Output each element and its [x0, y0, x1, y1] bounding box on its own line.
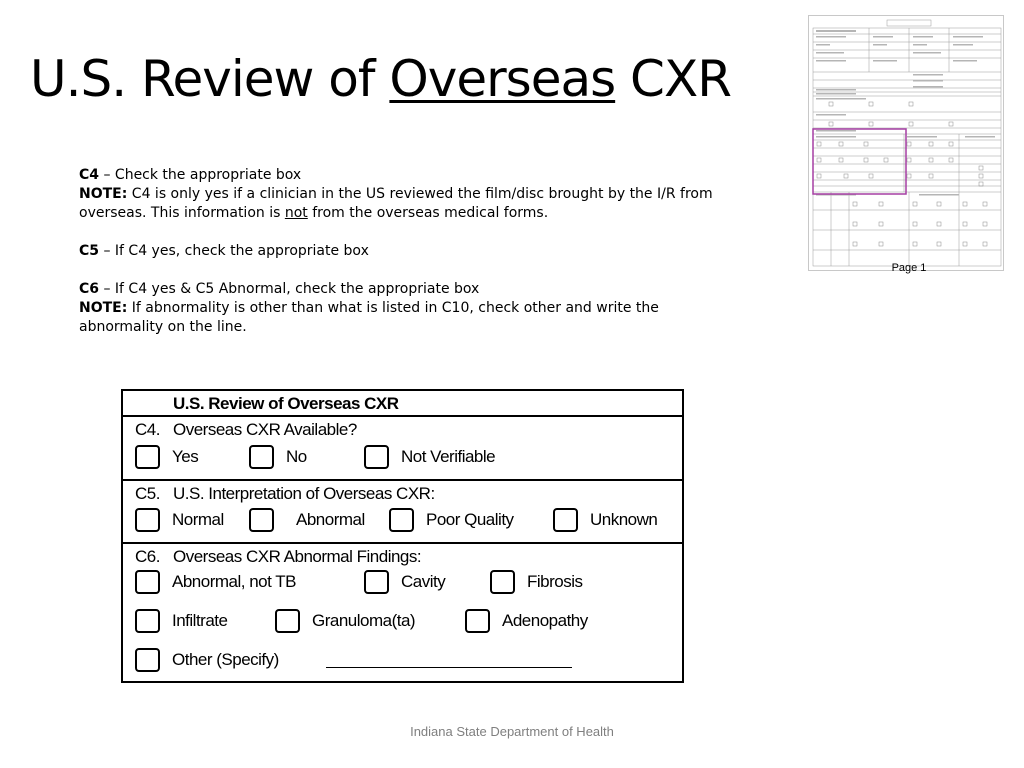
checkbox[interactable] — [135, 445, 160, 469]
title-part-2: CXR — [615, 50, 731, 108]
checkbox[interactable] — [553, 508, 578, 532]
c4-instruction — [79, 166, 739, 185]
highlight-box — [813, 129, 906, 194]
c6-code: C6 — [79, 281, 100, 297]
c5-option-abnormal[interactable] — [249, 508, 365, 532]
c4-option-no[interactable] — [249, 445, 307, 469]
section-c4 — [123, 417, 682, 481]
option-label: Fibrosis — [527, 572, 583, 591]
checkbox[interactable] — [364, 445, 389, 469]
option-label: Not Verifiable — [401, 447, 496, 466]
checkbox[interactable] — [389, 508, 414, 532]
c4-label: C4. — [135, 420, 160, 439]
instructions-block — [79, 166, 739, 337]
checkbox[interactable] — [135, 570, 160, 594]
slide-title — [30, 50, 731, 108]
c6-option-granuloma[interactable] — [275, 609, 415, 633]
note-1 — [79, 185, 739, 223]
option-label: Abnormal, not TB — [172, 572, 296, 591]
section-c6 — [123, 544, 682, 681]
note-2 — [79, 299, 739, 337]
option-label: Yes — [172, 447, 199, 466]
c6-option-abnormal-not-tb[interactable] — [135, 570, 296, 594]
checkbox[interactable] — [249, 445, 274, 469]
c5-label: C5. — [135, 484, 160, 503]
other-specify-line[interactable] — [326, 667, 572, 668]
form-header: U.S. Review of Overseas CXR — [123, 391, 682, 417]
cxr-review-form — [121, 389, 684, 683]
c6-label: C6. — [135, 547, 160, 566]
checkbox[interactable] — [135, 609, 160, 633]
note-2-label: NOTE: — [79, 300, 128, 316]
checkbox[interactable] — [465, 609, 490, 633]
c5-option-unknown[interactable] — [553, 508, 657, 532]
note-1-emphasis: not — [284, 205, 308, 221]
option-label: Poor Quality — [426, 510, 514, 529]
checkbox[interactable] — [490, 570, 515, 594]
worksheet-thumbnail — [808, 15, 1004, 271]
option-label: Adenopathy — [502, 611, 588, 630]
option-label: Other (Specify) — [172, 650, 279, 669]
checkbox[interactable] — [275, 609, 300, 633]
checkbox[interactable] — [249, 508, 274, 532]
checkbox[interactable] — [135, 508, 160, 532]
c6-instruction — [79, 280, 739, 299]
c5-code: C5 — [79, 243, 100, 259]
c5-text: – If C4 yes, check the appropriate box — [99, 243, 369, 259]
c6-option-fibrosis[interactable] — [490, 570, 583, 594]
section-c5 — [123, 481, 682, 544]
note-1-label: NOTE: — [79, 186, 128, 202]
option-label: Normal — [172, 510, 224, 529]
c5-question: U.S. Interpretation of Overseas CXR: — [173, 484, 435, 503]
c6-option-infiltrate[interactable] — [135, 609, 227, 633]
c6-option-other[interactable] — [135, 648, 279, 672]
c4-text: – Check the appropriate box — [99, 167, 302, 183]
option-label: Cavity — [401, 572, 446, 591]
option-label: Unknown — [590, 510, 658, 529]
title-underlined-word: Overseas — [389, 50, 616, 108]
worksheet-thumbnail-graphic — [809, 16, 1004, 271]
c5-option-normal[interactable] — [135, 508, 224, 532]
option-label: No — [286, 447, 307, 466]
note-1-text-b: from the overseas medical forms. — [307, 205, 549, 221]
c4-option-yes[interactable] — [135, 445, 198, 469]
c6-question: Overseas CXR Abnormal Findings: — [173, 547, 422, 566]
option-label: Granuloma(ta) — [312, 611, 416, 630]
c4-code: C4 — [79, 167, 100, 183]
c5-instruction — [79, 242, 739, 261]
c4-option-not-verifiable[interactable] — [364, 445, 495, 469]
c4-question: Overseas CXR Available? — [173, 420, 357, 439]
title-part-1: U.S. Review of — [30, 50, 390, 108]
option-label: Abnormal — [296, 510, 365, 529]
c6-option-adenopathy[interactable] — [465, 609, 588, 633]
option-label: Infiltrate — [172, 611, 228, 630]
footer-text: Indiana State Department of Health — [410, 724, 614, 739]
thumbnail-caption: Page 1 — [891, 262, 927, 274]
c6-text: – If C4 yes & C5 Abnormal, check the appropriate box — [99, 281, 480, 297]
note-1-text-a: C4 is only yes if a clinician in the US reviewed the film/disc brought by the I/R from overseas. This information is — [79, 186, 713, 221]
c6-option-cavity[interactable] — [364, 570, 445, 594]
checkbox[interactable] — [364, 570, 389, 594]
c5-option-poor-quality[interactable] — [389, 508, 514, 532]
checkbox[interactable] — [135, 648, 160, 672]
note-2-text: If abnormality is other than what is listed in C10, check other and write the abnormality on the line. — [79, 300, 659, 335]
